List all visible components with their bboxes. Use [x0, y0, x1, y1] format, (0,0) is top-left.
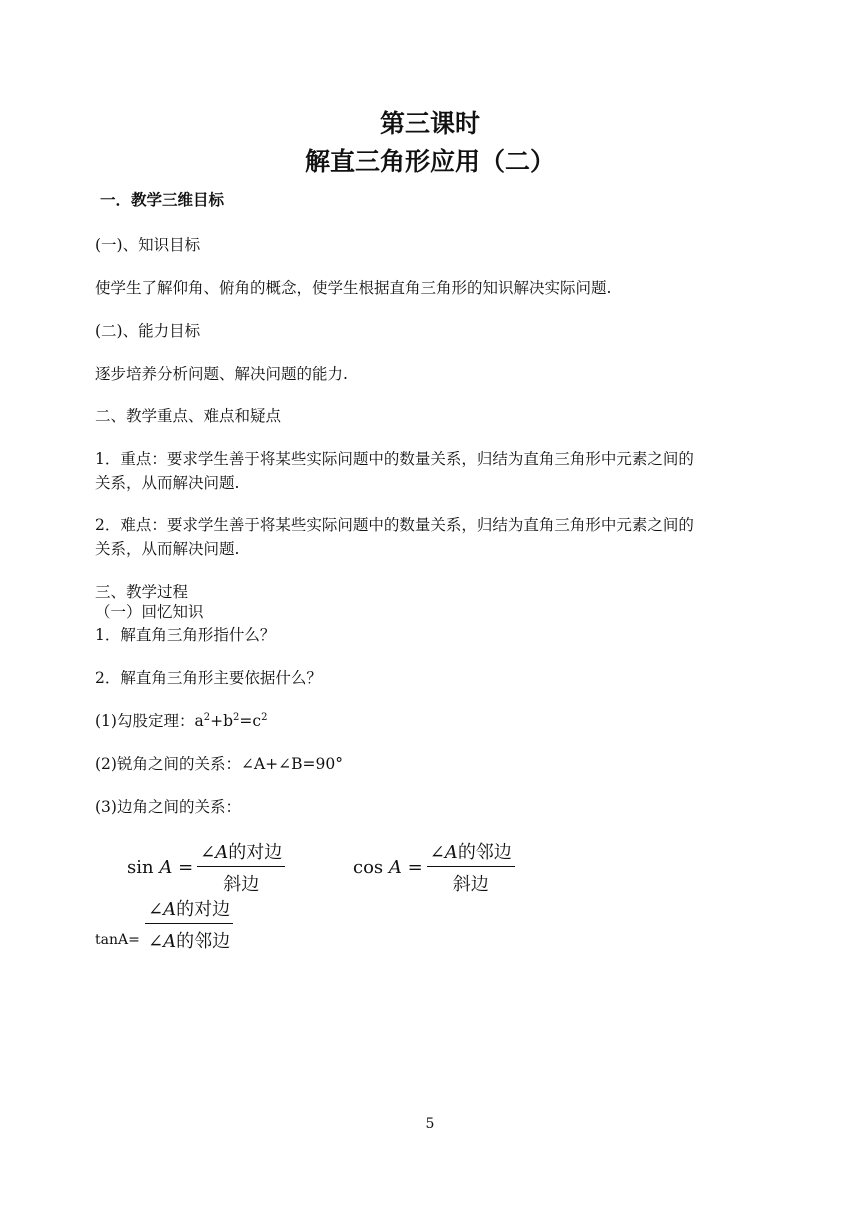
difficult-point-line-2: 关系，从而解决问题.: [95, 540, 240, 558]
tan-denominator: ∠A的邻边: [148, 931, 231, 952]
cos-label: cos: [353, 856, 384, 878]
cos-equals: =: [407, 856, 423, 878]
sin-equals: =: [178, 856, 194, 878]
pythagoras-line: [95, 709, 267, 731]
question-2: 2．解直角三角形主要依据什么？: [95, 669, 322, 687]
lesson-title: 第三课时: [379, 109, 480, 138]
pythagoras-label: (1)勾股定理：: [95, 712, 195, 730]
sin-numerator: ∠A的对边: [197, 838, 285, 867]
key-points-heading: 二、教学重点、难点和疑点: [95, 407, 282, 425]
knowledge-heading: (一)、知识目标: [95, 236, 201, 254]
sin-label: sin: [127, 856, 154, 878]
cos-numerator: ∠A的邻边: [427, 838, 515, 867]
tan-numerator: ∠A的对边: [145, 895, 233, 924]
cos-formula: [353, 838, 519, 896]
key-point-line-2: 关系，从而解决问题.: [95, 474, 240, 492]
ability-heading: (二)、能力目标: [95, 322, 201, 340]
key-point-line-1: 1．重点：要求学生善于将某些实际问题中的数量关系，归结为直角三角形中元素之间的: [95, 450, 694, 468]
cos-var: A: [388, 856, 402, 878]
angles-relation: (2)锐角之间的关系：∠A+∠B=90°: [95, 755, 343, 773]
review-heading: （一）回忆知识: [95, 603, 204, 621]
tan-formula: [145, 895, 233, 953]
process-heading: 三、教学过程: [95, 583, 189, 601]
sin-var: A: [159, 856, 173, 878]
tan-label: tanA=: [95, 932, 140, 948]
tan-fraction: [145, 895, 233, 953]
question-1: 1．解直角三角形指什么？: [95, 626, 276, 644]
sin-denominator: 斜边: [223, 874, 260, 895]
knowledge-text: 使学生了解仰角、俯角的概念，使学生根据直角三角形的知识解决实际问题.: [95, 279, 612, 297]
cos-denominator: 斜边: [452, 874, 489, 895]
sin-formula: [127, 838, 289, 896]
ability-text: 逐步培养分析问题、解决问题的能力.: [95, 365, 348, 383]
lesson-subtitle: 解直三角形应用（二）: [304, 147, 555, 176]
sin-fraction: [197, 838, 285, 896]
pythagoras-formula: $a^2+b^2=c^2$: [194, 711, 268, 730]
objectives-heading: 一．教学三维目标: [100, 191, 225, 209]
page-number: 5: [425, 1116, 435, 1132]
side-angle-relation: (3)边角之间的关系：: [95, 798, 241, 816]
difficult-point-line-1: 2．难点：要求学生善于将某些实际问题中的数量关系，归结为直角三角形中元素之间的: [95, 516, 694, 534]
cos-fraction: [427, 838, 515, 896]
